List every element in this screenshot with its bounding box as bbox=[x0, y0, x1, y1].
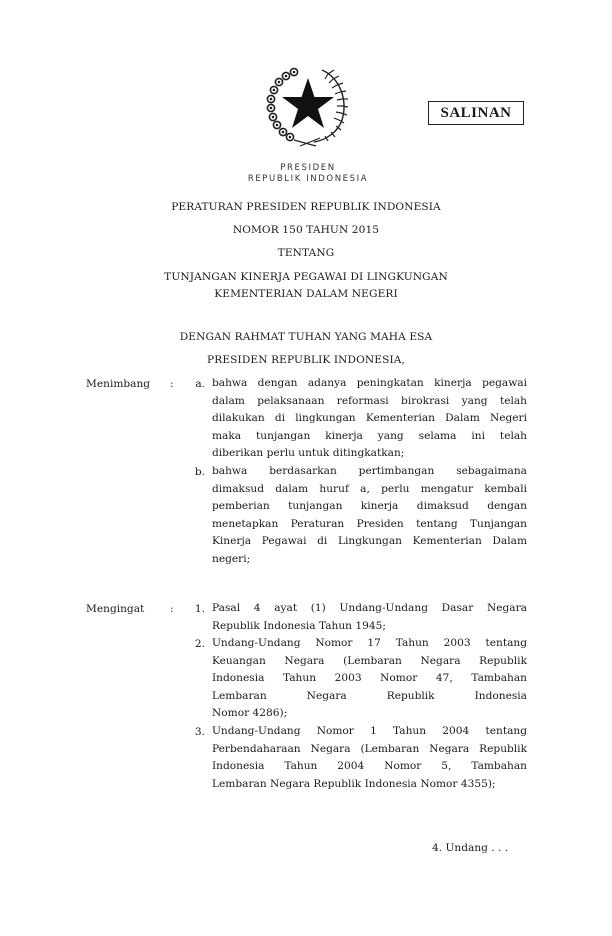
title-subject-line1: TUNJANGAN KINERJA PEGAWAI DI LINGKUNGAN bbox=[164, 271, 448, 283]
mengingat-item-1-marker: 1. bbox=[194, 603, 205, 615]
mengingat-item-2 bbox=[212, 635, 527, 723]
text-line: Pasal 4 ayat (1) Undang-Undang Dasar Negara bbox=[212, 602, 527, 614]
text-line: dilakukan di lingkungan Kementerian Dalam Negeri bbox=[212, 412, 527, 425]
text-line: Nomor 4286); bbox=[212, 707, 288, 720]
text-line: Keuangan Negara (Lembaran Negara Republik bbox=[212, 654, 527, 667]
text-line: Kinerja Pegawai di Lingkungan Kementerian Dalam bbox=[212, 535, 527, 548]
text-line: pemberian tunjangan kinerja dimaksud dengan bbox=[212, 500, 527, 513]
page-continuation: 4. Undang . . . bbox=[432, 842, 509, 854]
mengingat-item-1 bbox=[212, 600, 527, 635]
title-tentang: TENTANG bbox=[277, 247, 335, 259]
menimbang-colon: : bbox=[170, 378, 174, 390]
title-number: NOMOR 150 TAHUN 2015 bbox=[232, 224, 380, 236]
menimbang-item-a bbox=[212, 375, 527, 463]
text-line: Republik Indonesia Tahun 1945; bbox=[212, 619, 386, 632]
text-line: dimaksud dalam huruf a, perlu mengatur kembali bbox=[212, 482, 527, 495]
text-line: negeri; bbox=[212, 552, 251, 565]
office-label-line2: REPUBLIK INDONESIA bbox=[247, 174, 369, 184]
mengingat-label: Mengingat bbox=[86, 603, 145, 615]
menimbang-item-b bbox=[212, 463, 527, 569]
mengingat-item-3 bbox=[212, 723, 527, 793]
title-line1: PERATURAN PRESIDEN REPUBLIK INDONESIA bbox=[171, 201, 441, 213]
text-line: bahwa dengan adanya peningkatan kinerja pegawai bbox=[212, 377, 527, 389]
text-line: diberikan perlu untuk ditingkatkan; bbox=[212, 447, 405, 460]
mengingat-colon: : bbox=[170, 603, 174, 615]
text-line: Lembaran Negara Republik Indonesia Nomor 4355); bbox=[212, 777, 496, 790]
menimbang-label: Menimbang bbox=[86, 378, 151, 390]
menimbang-item-a-marker: a. bbox=[195, 378, 205, 390]
office-label-line1: PRESIDEN bbox=[280, 163, 336, 173]
mengingat-item-2-marker: 2. bbox=[194, 638, 205, 650]
text-line: menetapkan Peraturan Presiden tentang Tunjangan bbox=[212, 517, 527, 530]
salinan-stamp: SALINAN bbox=[428, 101, 524, 125]
preamble-line1: DENGAN RAHMAT TUHAN YANG MAHA ESA bbox=[179, 331, 433, 343]
preamble-line2: PRESIDEN REPUBLIK INDONESIA, bbox=[207, 354, 405, 366]
text-line: Indonesia Tahun 2004 Nomor 5, Tambahan bbox=[212, 760, 527, 773]
text-line: bahwa berdasarkan pertimbangan sebagaimana bbox=[212, 465, 527, 477]
text-line: Indonesia Tahun 2003 Nomor 47, Tambahan bbox=[212, 672, 527, 685]
text-line: Undang-Undang Nomor 17 Tahun 2003 tentang bbox=[212, 637, 527, 649]
menimbang-item-b-marker: b. bbox=[194, 466, 205, 478]
text-line: Undang-Undang Nomor 1 Tahun 2004 tentang bbox=[212, 725, 527, 737]
garuda-star-emblem-icon bbox=[264, 64, 352, 148]
title-subject-line2: KEMENTERIAN DALAM NEGERI bbox=[214, 288, 398, 300]
text-line: maka tunjangan kinerja yang selama ini telah bbox=[212, 429, 527, 442]
text-line: Lembaran Negara Republik Indonesia bbox=[212, 689, 527, 702]
mengingat-item-3-marker: 3. bbox=[194, 726, 205, 738]
text-line: dalam pelaksanaan reformasi birokrasi yang telah bbox=[212, 394, 527, 407]
text-line: Perbendaharaan Negara (Lembaran Negara Republik bbox=[212, 742, 527, 755]
